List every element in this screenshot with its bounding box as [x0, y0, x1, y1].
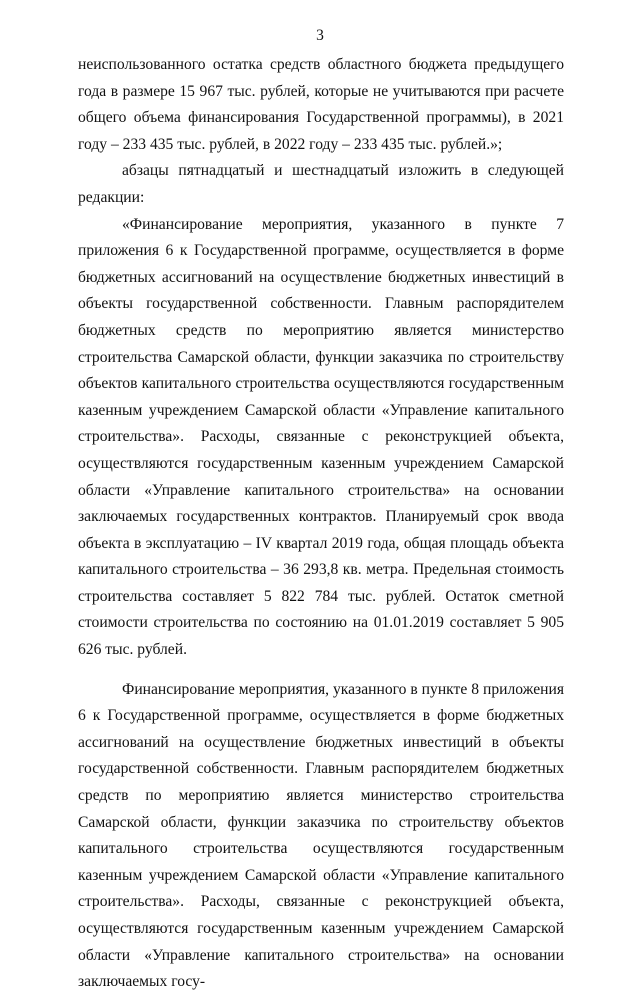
paragraph-item-7-financing: «Финансирование мероприятия, указанного в пункте 7 приложения 6 к Государственной программе, осуществляется в форме бюджетных ассигнований на осуществление бюджетных инвестиций в объекты государственной собственности. Главным распорядителем бюджетных средств по мероприятию является министерство строительства Самарской области, функции заказчика по строительству объектов капитального строительства осуществляются государственным казенным учреждением Самарской области «Управление капитального строительства». Расходы, связанные с реконструкцией объекта, осуществляются государственным казенным учреждением Самарской области «Управление капитального строительства» на основании заключаемых государственных контрактов. Планируемый срок ввода объекта в эксплуатацию – IV квартал 2019 года, общая площадь объекта капитального строительства – 36 293,8 кв. метра. Предельная стоимость строительства составляет 5 822 784 тыс. рублей. Остаток сметной стоимости строительства по состоянию на 01.01.2019 составляет 5 905 626 тыс. рублей. [78, 215, 564, 659]
paragraph-item-8-financing: Финансирование мероприятия, указанного в пункте 8 приложения 6 к Государственной программе, осуществляется в форме бюджетных ассигнований на осуществление бюджетных инвестиций в объекты государственной собственности. Главным распорядителем бюджетных средств по мероприятию является министерство строительства Самарской области, функции заказчика по строительству объектов капитального строительства осуществляются государственным казенным учреждением Самарской области «Управление капитального строительства». Расходы, связанные с реконструкцией объекта, осуществляются государственным казенным учреждением Самарской области «Управление капитального строительства» на основании заключаемых госу- [78, 680, 564, 991]
paragraph-continuation: неиспользованного остатка средств областного бюджета предыдущего года в размере 15 967 тыс. рублей, которые не учитываются при расчете общего объема финансирования Государственной программы), в 2021 году – 233 435 тыс. рублей, в 2022 году – 233 435 тыс. рублей.»; [78, 56, 564, 153]
page-number: 3 [316, 27, 324, 44]
document-body [78, 52, 564, 996]
paragraph-instruction: абзацы пятнадцатый и шестнадцатый изложить в следующей редакции: [78, 162, 564, 206]
